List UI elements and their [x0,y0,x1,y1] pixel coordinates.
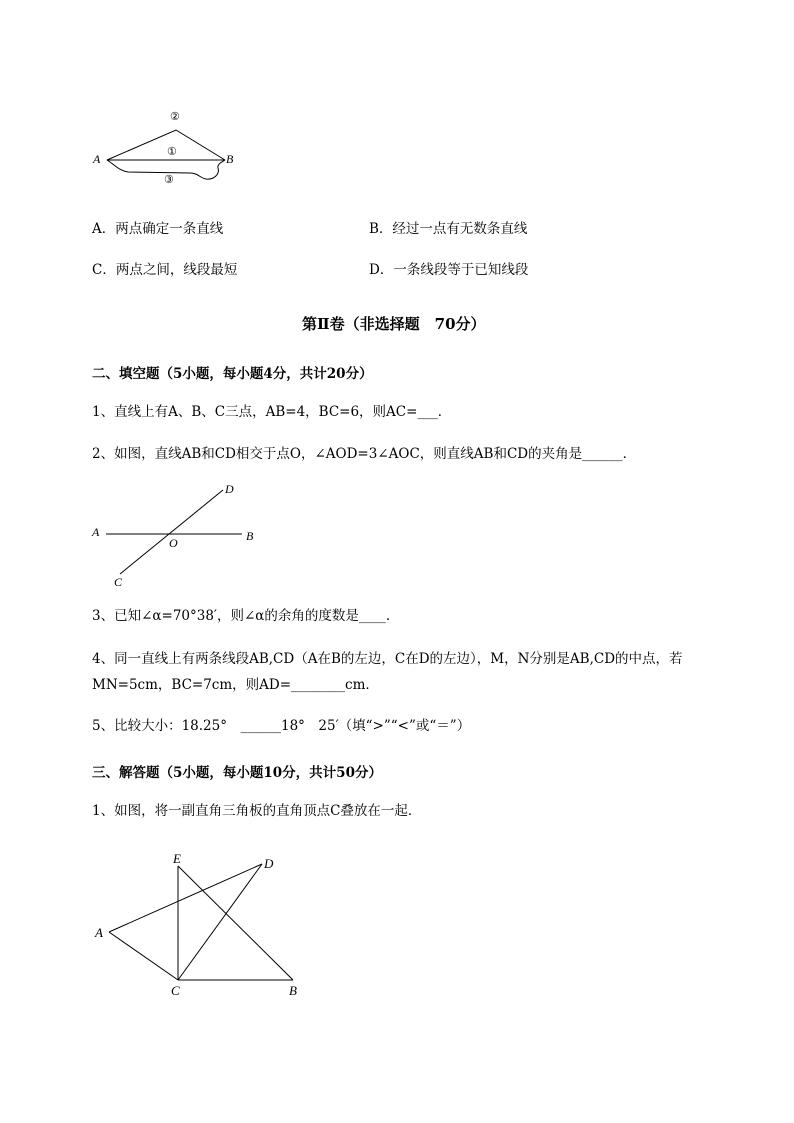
fig2-label-c: C [114,575,123,589]
fill-q4-line2: MN=5cm，BC=7cm，则AD=________cm． [92,677,379,693]
line-ac [109,932,178,980]
line-eb [178,866,293,980]
line-cd [178,864,262,980]
fig3-label-d: D [264,856,274,871]
fig3-label-e: E [173,851,181,866]
fill-q4-line1: 4、同一直线上有两条线段AB,CD（A在B的左边，C在D的左边），M，N分别是AB,CD的中点，若 [92,651,683,667]
fill-q1: 1、直线上有A、B、C三点，AB=4，BC=6，则AC=___． [92,404,452,420]
path-3-label: ③ [164,174,174,186]
fig2-label-o: O [169,536,178,550]
section2-header: 二、填空题（5小题，每小题4分，共计20分） [92,366,373,382]
point-a-label: A [93,152,101,166]
option-a: A．两点确定一条直线 [92,221,224,237]
fig2-label-b: B [246,529,254,543]
line-ad [109,864,262,932]
fig3-label-b: B [289,983,297,998]
path-1-label: ① [167,146,177,158]
section3-header: 三、解答题（5小题，每小题10分，共计50分） [92,765,382,781]
fill-q2: 2、如图，直线AB和CD相交于点O，∠AOD=3∠AOC，则直线AB和CD的夹角是______． [92,446,637,462]
option-d: D．一条线段等于已知线段 [369,262,529,278]
fig3-label-c: C [171,983,180,998]
fig2-label-d: D [225,482,234,496]
fig2-label-a: A [92,525,100,539]
solve-q1: 1、如图，将一副直角三角板的直角顶点C叠放在一起． [92,803,422,819]
part2-title: 第Ⅱ卷（非选择题 70分） [302,315,486,333]
fig3-label-a: A [95,925,103,940]
fill-q3: 3、已知∠α=70°38′，则∠α的余角的度数是____． [92,608,400,624]
fill-q5: 5、比较大小：18.25° ______18° 25′（填“>”“<”或“＝”） [92,718,471,734]
option-b: B．经过一点有无数条直线 [369,221,528,237]
point-b-label: B [226,152,234,166]
option-c: C．两点之间，线段最短 [92,262,238,278]
path-2-label: ② [170,111,180,123]
